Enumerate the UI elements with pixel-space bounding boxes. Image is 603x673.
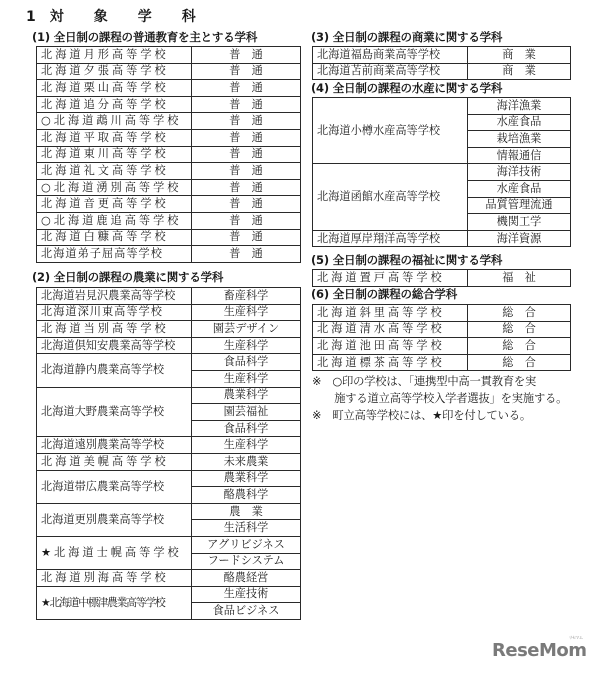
school-name: 北海道遠別農業高等学校 [37, 437, 192, 454]
table-row [37, 470, 301, 487]
section-heading-2: (2) 全日制の課程の農業に関する学科 [32, 270, 224, 284]
department-name: 生産技術 [192, 586, 301, 603]
department-name: 普 通 [192, 246, 301, 263]
department-name: 酪農経営 [192, 570, 301, 587]
table-row [37, 304, 301, 321]
table-row [313, 47, 571, 64]
logo-kana: リセマム [568, 635, 583, 640]
school-name: 北海道弟子屈高等学校 [37, 246, 192, 263]
department-name: 普 通 [192, 212, 301, 229]
school-name: 北海道苫前商業高等学校 [313, 63, 468, 80]
table-general [36, 46, 301, 263]
title-char: 象 [93, 9, 108, 25]
title-number: 1 [26, 9, 36, 25]
department-name: 生産科学 [192, 370, 301, 387]
section-heading-6: (6) 全日制の課程の総合学科 [311, 287, 458, 301]
school-name: ○北海道鵡川高等学校 [37, 113, 192, 130]
department-name: 海洋漁業 [468, 98, 571, 115]
table-row [37, 288, 301, 305]
table-row [37, 63, 301, 80]
table-row [37, 387, 301, 404]
school-name: ★北海道士幌高等学校 [37, 536, 192, 569]
table-row [37, 229, 301, 246]
department-name: 普 通 [192, 47, 301, 64]
table-row [37, 129, 301, 146]
table-row [37, 246, 301, 263]
table-row [313, 98, 571, 115]
table-row [37, 437, 301, 454]
school-name: 北海道帯広農業高等学校 [37, 470, 192, 503]
school-name: 北海道静内農業高等学校 [37, 354, 192, 387]
table-agriculture [36, 287, 301, 620]
school-name: 北海道更別農業高等学校 [37, 503, 192, 536]
table-row [37, 146, 301, 163]
department-name: 商 業 [468, 47, 571, 64]
school-name: 北海道栗山高等学校 [37, 80, 192, 97]
department-name: 品質管理流通 [468, 197, 571, 214]
note-line-3: ※ 町立高等学校には、★印を付している。 [312, 409, 531, 422]
table-row [37, 96, 301, 113]
table-row [313, 338, 571, 355]
table-integrated [312, 304, 571, 371]
school-name: 北海道岩見沢農業高等学校 [37, 288, 192, 305]
department-name: 食品科学 [192, 354, 301, 371]
section-heading-5: (5) 全日制の課程の福祉に関する学科 [311, 253, 503, 267]
department-name: 総 合 [468, 338, 571, 355]
table-fisheries [312, 97, 571, 247]
note-line-2: 施する道立高等学校入学者選抜」を実施する。 [312, 392, 568, 405]
table-row [37, 80, 301, 97]
department-name: 海洋資源 [468, 230, 571, 247]
department-name: 食品科学 [192, 420, 301, 437]
department-name: 普 通 [192, 229, 301, 246]
school-name: 北海道池田高等学校 [313, 338, 468, 355]
school-name: 北海道深川東高等学校 [37, 304, 192, 321]
department-name: 総 合 [468, 305, 571, 322]
department-name: 酪農科学 [192, 487, 301, 504]
department-name: 普 通 [192, 80, 301, 97]
department-name: 生活科学 [192, 520, 301, 537]
table-row [37, 212, 301, 229]
title-char: 対 [49, 9, 64, 25]
department-name: 情報通信 [468, 147, 571, 164]
section-heading-1: (1) 全日制の課程の普通教育を主とする学科 [32, 30, 258, 44]
department-name: 農業科学 [192, 470, 301, 487]
table-row [313, 164, 571, 181]
department-name: 海洋技術 [468, 164, 571, 181]
school-name: 北海道東川高等学校 [37, 146, 192, 163]
school-name: 北海道白糠高等学校 [37, 229, 192, 246]
table-row [37, 536, 301, 553]
school-name: 北海道福島商業高等学校 [313, 47, 468, 64]
school-name: 北海道月形高等学校 [37, 47, 192, 64]
school-name: 北海道斜里高等学校 [313, 305, 468, 322]
department-name: 畜産科学 [192, 288, 301, 305]
title-char: 学 [137, 9, 152, 25]
table-row [37, 354, 301, 371]
table-row [37, 113, 301, 130]
department-name: 総 合 [468, 354, 571, 371]
department-name: 普 通 [192, 96, 301, 113]
school-name: 北海道小樽水産高等学校 [313, 98, 468, 164]
school-name: ★北海道中標津農業高等学校 [37, 586, 192, 619]
table-row [313, 230, 571, 247]
section-heading-3: (3) 全日制の課程の商業に関する学科 [311, 30, 503, 44]
department-name: 普 通 [192, 163, 301, 180]
table-row [37, 47, 301, 64]
department-name: 園芸デザイン [192, 321, 301, 338]
table-row [313, 321, 571, 338]
school-name: 北海道倶知安農業高等学校 [37, 337, 192, 354]
department-name: 生産科学 [192, 337, 301, 354]
table-row [313, 63, 571, 80]
school-name: 北海道置戸高等学校 [313, 270, 468, 287]
school-name: 北海道音更高等学校 [37, 196, 192, 213]
department-name: 普 通 [192, 196, 301, 213]
section-heading-4: (4) 全日制の課程の水産に関する学科 [311, 81, 503, 95]
table-row [37, 196, 301, 213]
table-welfare [312, 269, 571, 287]
resemom-logo [492, 635, 587, 661]
department-name: 農業科学 [192, 387, 301, 404]
department-name: 栽培漁業 [468, 131, 571, 148]
school-name: 北海道別海高等学校 [37, 570, 192, 587]
department-name: 総 合 [468, 321, 571, 338]
school-name: 北海道清水高等学校 [313, 321, 468, 338]
school-name: 北海道美幌高等学校 [37, 453, 192, 470]
department-name: 水産食品 [468, 180, 571, 197]
department-name: 農 業 [192, 503, 301, 520]
department-name: フードシステム [192, 553, 301, 570]
table-row [37, 321, 301, 338]
table-row [37, 337, 301, 354]
department-name: 普 通 [192, 113, 301, 130]
department-name: 機関工学 [468, 214, 571, 231]
table-row [37, 163, 301, 180]
school-name: 北海道夕張高等学校 [37, 63, 192, 80]
table-row [37, 570, 301, 587]
logo-text: ReseMom [492, 640, 587, 661]
department-name: 生産科学 [192, 437, 301, 454]
department-name: 普 通 [192, 146, 301, 163]
table-row [37, 453, 301, 470]
table-row [37, 586, 301, 603]
school-name: 北海道平取高等学校 [37, 129, 192, 146]
table-commerce [312, 46, 571, 80]
school-name: 北海道標茶高等学校 [313, 354, 468, 371]
school-name: 北海道礼文高等学校 [37, 163, 192, 180]
department-name: アグリビジネス [192, 536, 301, 553]
department-name: 商 業 [468, 63, 571, 80]
department-name: 生産科学 [192, 304, 301, 321]
department-name: 福 祉 [468, 270, 571, 287]
school-name: 北海道厚岸翔洋高等学校 [313, 230, 468, 247]
table-row [37, 503, 301, 520]
school-name: ○北海道湧別高等学校 [37, 179, 192, 196]
page-title [26, 6, 226, 26]
title-char: 科 [181, 9, 196, 25]
table-row [313, 270, 571, 287]
department-name: 普 通 [192, 179, 301, 196]
department-name: 園芸福祉 [192, 404, 301, 421]
school-name: 北海道当別高等学校 [37, 321, 192, 338]
table-row [313, 305, 571, 322]
school-name: 北海道追分高等学校 [37, 96, 192, 113]
school-name: ○北海道鹿追高等学校 [37, 212, 192, 229]
table-row [313, 354, 571, 371]
department-name: 水産食品 [468, 114, 571, 131]
table-row [37, 179, 301, 196]
department-name: 普 通 [192, 129, 301, 146]
note-line-1: ※ ○印の学校は、「連携型中高一貫教育を実 [312, 375, 537, 388]
department-name: 普 通 [192, 63, 301, 80]
department-name: 未来農業 [192, 453, 301, 470]
school-name: 北海道函館水産高等学校 [313, 164, 468, 230]
school-name: 北海道大野農業高等学校 [37, 387, 192, 437]
department-name: 食品ビジネス [192, 603, 301, 620]
